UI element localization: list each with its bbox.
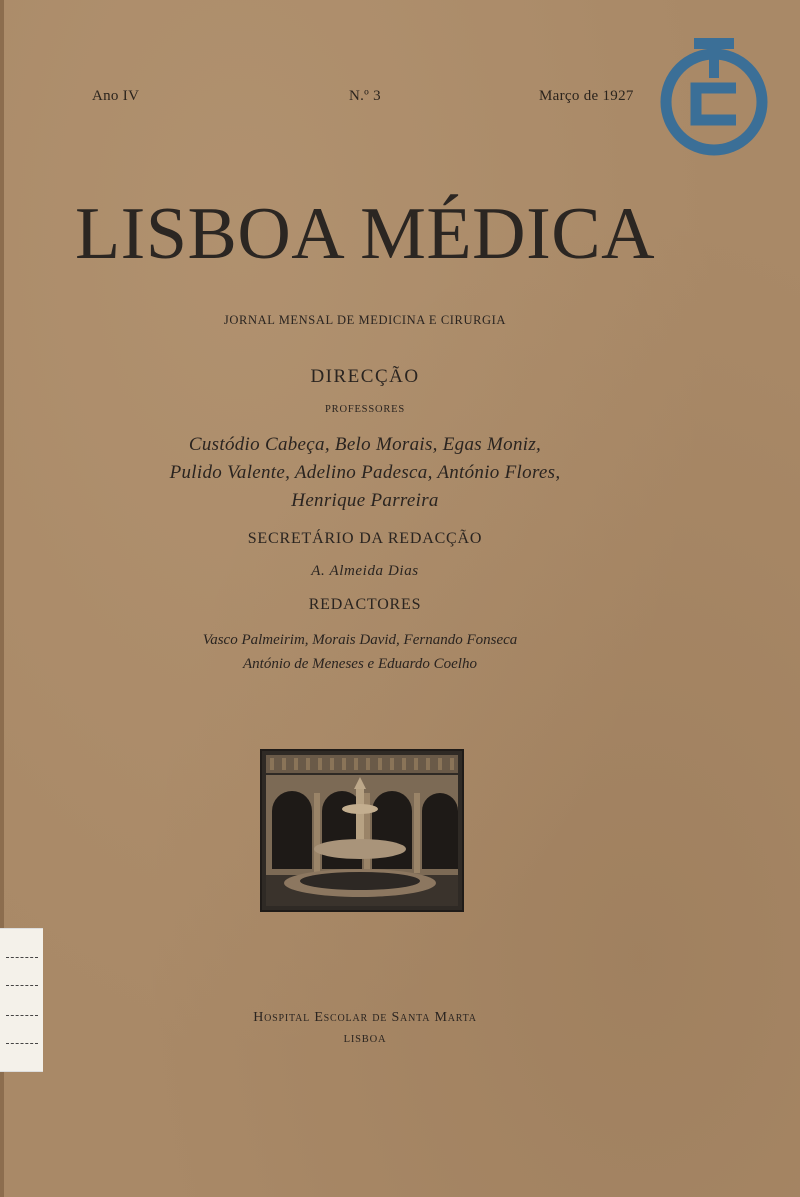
secretary-heading: SECRETÁRIO DA REDACÇÃO [247, 530, 483, 547]
library-shelf-label [0, 928, 43, 1072]
issue-date: Março de 1927 [539, 88, 634, 104]
journal-title: LISBOA MÉDICA [74, 193, 656, 275]
directors-line-2: Pulido Valente, Adelino Padesca, António Flores, [169, 462, 561, 483]
secretary-name: A. Almeida Dias [311, 563, 419, 579]
directors-line-1: Custódio Cabeça, Belo Morais, Egas Moniz, [188, 434, 542, 455]
editors-heading: REDACTORES [308, 596, 422, 613]
issue-number: N.º 3 [349, 88, 381, 104]
city-name: LISBOA [343, 1034, 387, 1045]
institution-name: Hospital Escolar de Santa Marta [253, 1010, 477, 1025]
cloister-fountain-engraving-icon [260, 749, 464, 912]
editors-line-2: António de Meneses e Eduardo Coelho [243, 656, 477, 672]
directors-line-3: Henrique Parreira [291, 490, 439, 511]
editors-line-1: Vasco Palmeirim, Morais David, Fernando Fonseca [202, 632, 518, 648]
volume-label: Ano IV [92, 88, 140, 104]
tc-library-stamp-icon [656, 34, 772, 162]
direction-heading: DIRECÇÃO [310, 366, 420, 387]
journal-subtitle: JORNAL MENSAL DE MEDICINA E CIRURGIA [223, 313, 507, 327]
professors-subheading: PROFESSORES [325, 404, 405, 415]
